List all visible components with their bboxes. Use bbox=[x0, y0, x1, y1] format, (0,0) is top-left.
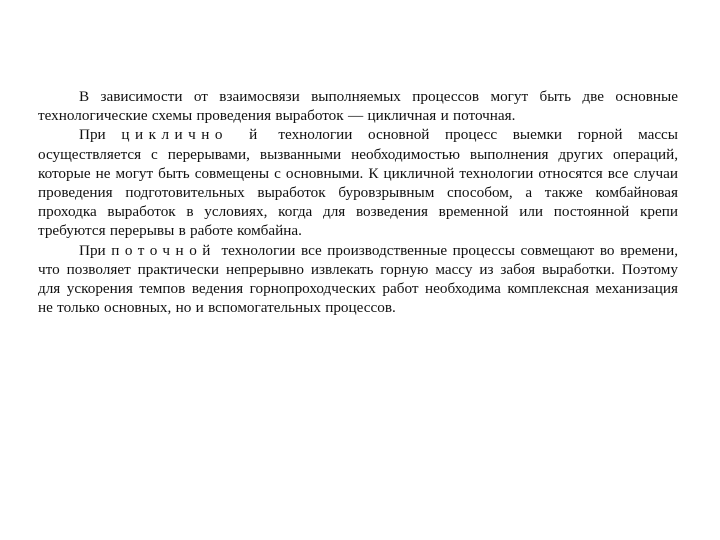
paragraph-cyclic-text: технологии основной процесс выемки горной массы осуществляется с перерывами, вызванными необходимостью выполнения других операций, которые не могут быть совмещены с основными. К цикличной технологии относятся все случаи проведения подготовительных выработок буровзрывным способом, а также комбайновая проходка выработок в условиях, когда для возведения временной или постоянной крепи требуются перерывы в работе комбайна. bbox=[38, 126, 679, 240]
text-body bbox=[38, 87, 678, 317]
paragraph-flow-lead: При bbox=[79, 241, 106, 259]
term-flow: поточной bbox=[111, 241, 216, 259]
term-cyclic: циклично й bbox=[121, 126, 263, 144]
paragraph-intro bbox=[38, 87, 678, 125]
paragraph-flow-text: технологии все производственные процессы совмещают во времени, что позволяет практически непрерывно извлекать горную массу из забоя выработки. Поэтому для ускорения темпов ведения горнопроходческих работ необходима комплексная механизация не только основных, но и вспомогательных процессов. bbox=[38, 241, 678, 317]
paragraph-intro-text: В зависимости от взаимосвязи выполняемых процессов могут быть две основные технологические схемы проведения выработок — цикличная и поточная. bbox=[38, 88, 678, 125]
paragraph-cyclic-lead: При bbox=[79, 126, 106, 144]
paragraph-cyclic bbox=[38, 125, 678, 240]
paragraph-flow bbox=[38, 241, 678, 318]
